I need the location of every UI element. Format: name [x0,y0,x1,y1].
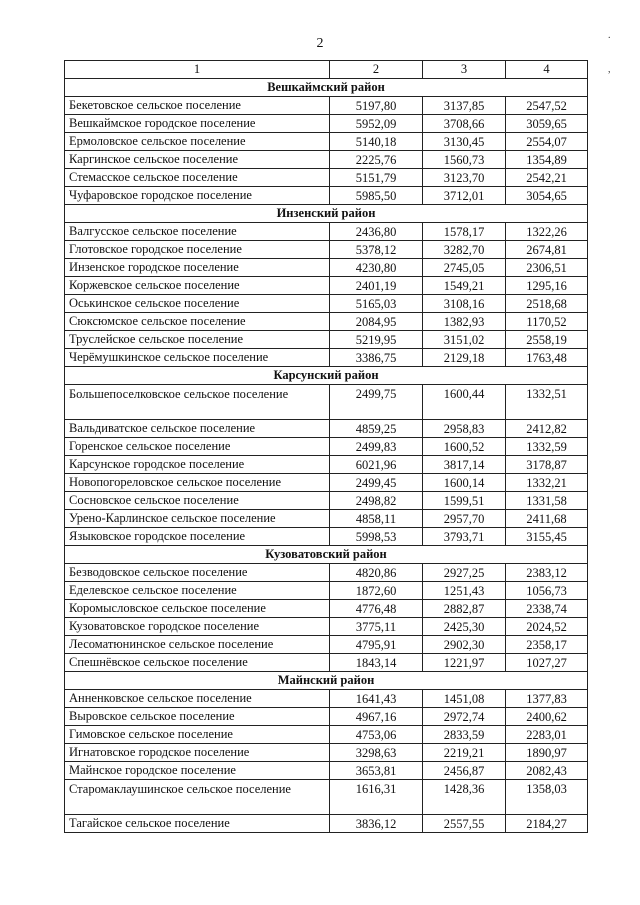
value-cell-col3: 1600,14 [423,474,506,492]
section-title: Карсунский район [65,367,588,385]
settlement-name-cell: Анненковское сельское поселение [65,690,330,708]
value-cell-col2: 5165,03 [330,295,423,313]
value-cell-col2: 4230,80 [330,259,423,277]
value-cell-col4: 3178,87 [506,456,588,474]
value-cell-col4: 1322,26 [506,223,588,241]
value-cell-col2: 4820,86 [330,564,423,582]
value-cell-col3: 1600,44 [423,385,506,420]
settlement-name-cell: Вальдиватское сельское поселение [65,420,330,438]
value-cell-col4: 2558,19 [506,331,588,349]
value-cell-col3: 1599,51 [423,492,506,510]
value-cell-col3: 3708,66 [423,115,506,133]
value-cell-col4: 1890,97 [506,744,588,762]
value-cell-col3: 1428,36 [423,780,506,815]
section-title: Майнский район [65,672,588,690]
value-cell-col2: 6021,96 [330,456,423,474]
settlement-name-cell: Безводовское сельское поселение [65,564,330,582]
value-cell-col2: 2401,19 [330,277,423,295]
section-header-row [65,546,588,564]
table-row [65,277,588,295]
value-cell-col2: 5378,12 [330,241,423,259]
value-cell-col2: 5985,50 [330,187,423,205]
value-cell-col3: 2833,59 [423,726,506,744]
settlements-table [64,60,588,833]
table-row [65,456,588,474]
value-cell-col4: 1377,83 [506,690,588,708]
margin-mark: . [608,30,611,41]
value-cell-col2: 5219,95 [330,331,423,349]
settlement-name-cell: Лесоматюнинское сельское поселение [65,636,330,654]
value-cell-col4: 2306,51 [506,259,588,277]
value-cell-col2: 4776,48 [330,600,423,618]
value-cell-col3: 3123,70 [423,169,506,187]
header-row [65,61,588,79]
value-cell-col4: 1358,03 [506,780,588,815]
settlement-name-cell: Языковское городское поселение [65,528,330,546]
value-cell-col3: 3282,70 [423,241,506,259]
table-row [65,241,588,259]
value-cell-col3: 2129,18 [423,349,506,367]
value-cell-col4: 3059,65 [506,115,588,133]
settlement-name-cell: Старомаклаушинское сельское поселение [65,780,330,815]
value-cell-col4: 1332,51 [506,385,588,420]
value-cell-col4: 1295,16 [506,277,588,295]
settlement-name-cell: Новопогореловское сельское поселение [65,474,330,492]
table-row [65,349,588,367]
settlement-name-cell: Урено-Карлинское сельское поселение [65,510,330,528]
settlement-name-cell: Оськинское сельское поселение [65,295,330,313]
value-cell-col3: 3151,02 [423,331,506,349]
table-row [65,420,588,438]
section-title: Кузоватовский район [65,546,588,564]
value-cell-col3: 1560,73 [423,151,506,169]
section-title: Инзенский район [65,205,588,223]
table-row [65,313,588,331]
value-cell-col3: 2882,87 [423,600,506,618]
value-cell-col3: 2219,21 [423,744,506,762]
value-cell-col4: 3054,65 [506,187,588,205]
value-cell-col2: 5952,09 [330,115,423,133]
value-cell-col2: 2084,95 [330,313,423,331]
value-cell-col2: 5151,79 [330,169,423,187]
settlement-name-cell: Кузоватовское городское поселение [65,618,330,636]
settlement-name-cell: Горенское сельское поселение [65,438,330,456]
settlement-name-cell: Коромысловское сельское поселение [65,600,330,618]
value-cell-col3: 1251,43 [423,582,506,600]
settlement-name-cell: Сюксюмское сельское поселение [65,313,330,331]
value-cell-col4: 2184,27 [506,815,588,833]
value-cell-col4: 2674,81 [506,241,588,259]
table-row [65,151,588,169]
value-cell-col2: 4858,11 [330,510,423,528]
settlement-name-cell: Сосновское сельское поселение [65,492,330,510]
value-cell-col4: 2358,17 [506,636,588,654]
table-row [65,133,588,151]
table-row [65,780,588,815]
table-row [65,385,588,420]
table-row [65,815,588,833]
value-cell-col2: 2499,83 [330,438,423,456]
value-cell-col4: 1027,27 [506,654,588,672]
settlement-name-cell: Еделевское сельское поселение [65,582,330,600]
value-cell-col4: 2542,21 [506,169,588,187]
table-row [65,492,588,510]
table-row [65,169,588,187]
table-row [65,708,588,726]
section-header-row [65,672,588,690]
value-cell-col3: 2927,25 [423,564,506,582]
table-row [65,726,588,744]
value-cell-col4: 3155,45 [506,528,588,546]
settlement-name-cell: Ермоловское сельское поселение [65,133,330,151]
value-cell-col4: 2338,74 [506,600,588,618]
value-cell-col4: 2383,12 [506,564,588,582]
value-cell-col2: 5998,53 [330,528,423,546]
table-row [65,654,588,672]
settlement-name-cell: Каргинское сельское поселение [65,151,330,169]
settlement-name-cell: Черёмушкинское сельское поселение [65,349,330,367]
value-cell-col4: 1354,89 [506,151,588,169]
value-cell-col4: 1763,48 [506,349,588,367]
value-cell-col3: 1578,17 [423,223,506,241]
margin-mark: , [608,64,611,75]
value-cell-col3: 2957,70 [423,510,506,528]
value-cell-col2: 1872,60 [330,582,423,600]
value-cell-col3: 1451,08 [423,690,506,708]
value-cell-col4: 2400,62 [506,708,588,726]
value-cell-col2: 5140,18 [330,133,423,151]
section-header-row [65,205,588,223]
value-cell-col2: 2499,45 [330,474,423,492]
value-cell-col3: 1221,97 [423,654,506,672]
value-cell-col3: 2745,05 [423,259,506,277]
value-cell-col4: 2411,68 [506,510,588,528]
table-row [65,295,588,313]
value-cell-col4: 2024,52 [506,618,588,636]
value-cell-col3: 3130,45 [423,133,506,151]
value-cell-col3: 1549,21 [423,277,506,295]
value-cell-col4: 2283,01 [506,726,588,744]
value-cell-col2: 4967,16 [330,708,423,726]
value-cell-col4: 1331,58 [506,492,588,510]
value-cell-col2: 5197,80 [330,97,423,115]
table-row [65,618,588,636]
settlement-name-cell: Валгусское сельское поселение [65,223,330,241]
value-cell-col3: 3137,85 [423,97,506,115]
settlement-name-cell: Бекетовское сельское поселение [65,97,330,115]
table-row [65,690,588,708]
value-cell-col3: 3108,16 [423,295,506,313]
value-cell-col2: 3653,81 [330,762,423,780]
value-cell-col3: 2456,87 [423,762,506,780]
table-row [65,762,588,780]
value-cell-col2: 1843,14 [330,654,423,672]
table-body [65,79,588,833]
value-cell-col3: 2557,55 [423,815,506,833]
value-cell-col3: 3817,14 [423,456,506,474]
settlement-name-cell: Вешкаймское городское поселение [65,115,330,133]
value-cell-col4: 2082,43 [506,762,588,780]
table-row [65,331,588,349]
table-row [65,474,588,492]
value-cell-col2: 2499,75 [330,385,423,420]
value-cell-col3: 2425,30 [423,618,506,636]
value-cell-col4: 1056,73 [506,582,588,600]
column-header: 4 [506,61,588,79]
value-cell-col4: 2412,82 [506,420,588,438]
value-cell-col4: 1170,52 [506,313,588,331]
table-row [65,259,588,277]
section-title: Вешкаймский район [65,79,588,97]
value-cell-col2: 2498,82 [330,492,423,510]
value-cell-col2: 2225,76 [330,151,423,169]
settlement-name-cell: Игнатовское городское поселение [65,744,330,762]
value-cell-col3: 3712,01 [423,187,506,205]
value-cell-col4: 2554,07 [506,133,588,151]
value-cell-col3: 3793,71 [423,528,506,546]
section-header-row [65,79,588,97]
settlement-name-cell: Чуфаровское городское поселение [65,187,330,205]
value-cell-col3: 1600,52 [423,438,506,456]
table-row [65,564,588,582]
value-cell-col2: 1616,31 [330,780,423,815]
page-number: 2 [316,36,324,51]
value-cell-col2: 3298,63 [330,744,423,762]
table-row [65,438,588,456]
column-header: 3 [423,61,506,79]
value-cell-col4: 2547,52 [506,97,588,115]
table-row [65,600,588,618]
column-header: 2 [330,61,423,79]
value-cell-col3: 2902,30 [423,636,506,654]
value-cell-col4: 1332,59 [506,438,588,456]
value-cell-col2: 3775,11 [330,618,423,636]
table-row [65,115,588,133]
value-cell-col2: 1641,43 [330,690,423,708]
value-cell-col4: 1332,21 [506,474,588,492]
table-row [65,187,588,205]
settlement-name-cell: Выровское сельское поселение [65,708,330,726]
value-cell-col2: 4795,91 [330,636,423,654]
value-cell-col2: 4859,25 [330,420,423,438]
settlement-name-cell: Глотовское городское поселение [65,241,330,259]
settlement-name-cell: Большепоселковское сельское поселение [65,385,330,420]
table-row [65,510,588,528]
value-cell-col3: 1382,93 [423,313,506,331]
column-header: 1 [65,61,330,79]
value-cell-col3: 2958,83 [423,420,506,438]
settlement-name-cell: Тагайское сельское поселение [65,815,330,833]
section-header-row [65,367,588,385]
table-row [65,636,588,654]
table-row [65,582,588,600]
settlement-name-cell: Инзенское городское поселение [65,259,330,277]
table-row [65,744,588,762]
table-row [65,223,588,241]
settlement-name-cell: Карсунское городское поселение [65,456,330,474]
table-row [65,528,588,546]
value-cell-col2: 3386,75 [330,349,423,367]
settlement-name-cell: Коржевское сельское поселение [65,277,330,295]
settlement-name-cell: Стемасское сельское поселение [65,169,330,187]
value-cell-col2: 3836,12 [330,815,423,833]
settlement-name-cell: Гимовское сельское поселение [65,726,330,744]
table-row [65,97,588,115]
settlement-name-cell: Труслейское сельское поселение [65,331,330,349]
value-cell-col2: 2436,80 [330,223,423,241]
value-cell-col4: 2518,68 [506,295,588,313]
settlement-name-cell: Спешнёвское сельское поселение [65,654,330,672]
value-cell-col3: 2972,74 [423,708,506,726]
settlement-name-cell: Майнское городское поселение [65,762,330,780]
value-cell-col2: 4753,06 [330,726,423,744]
